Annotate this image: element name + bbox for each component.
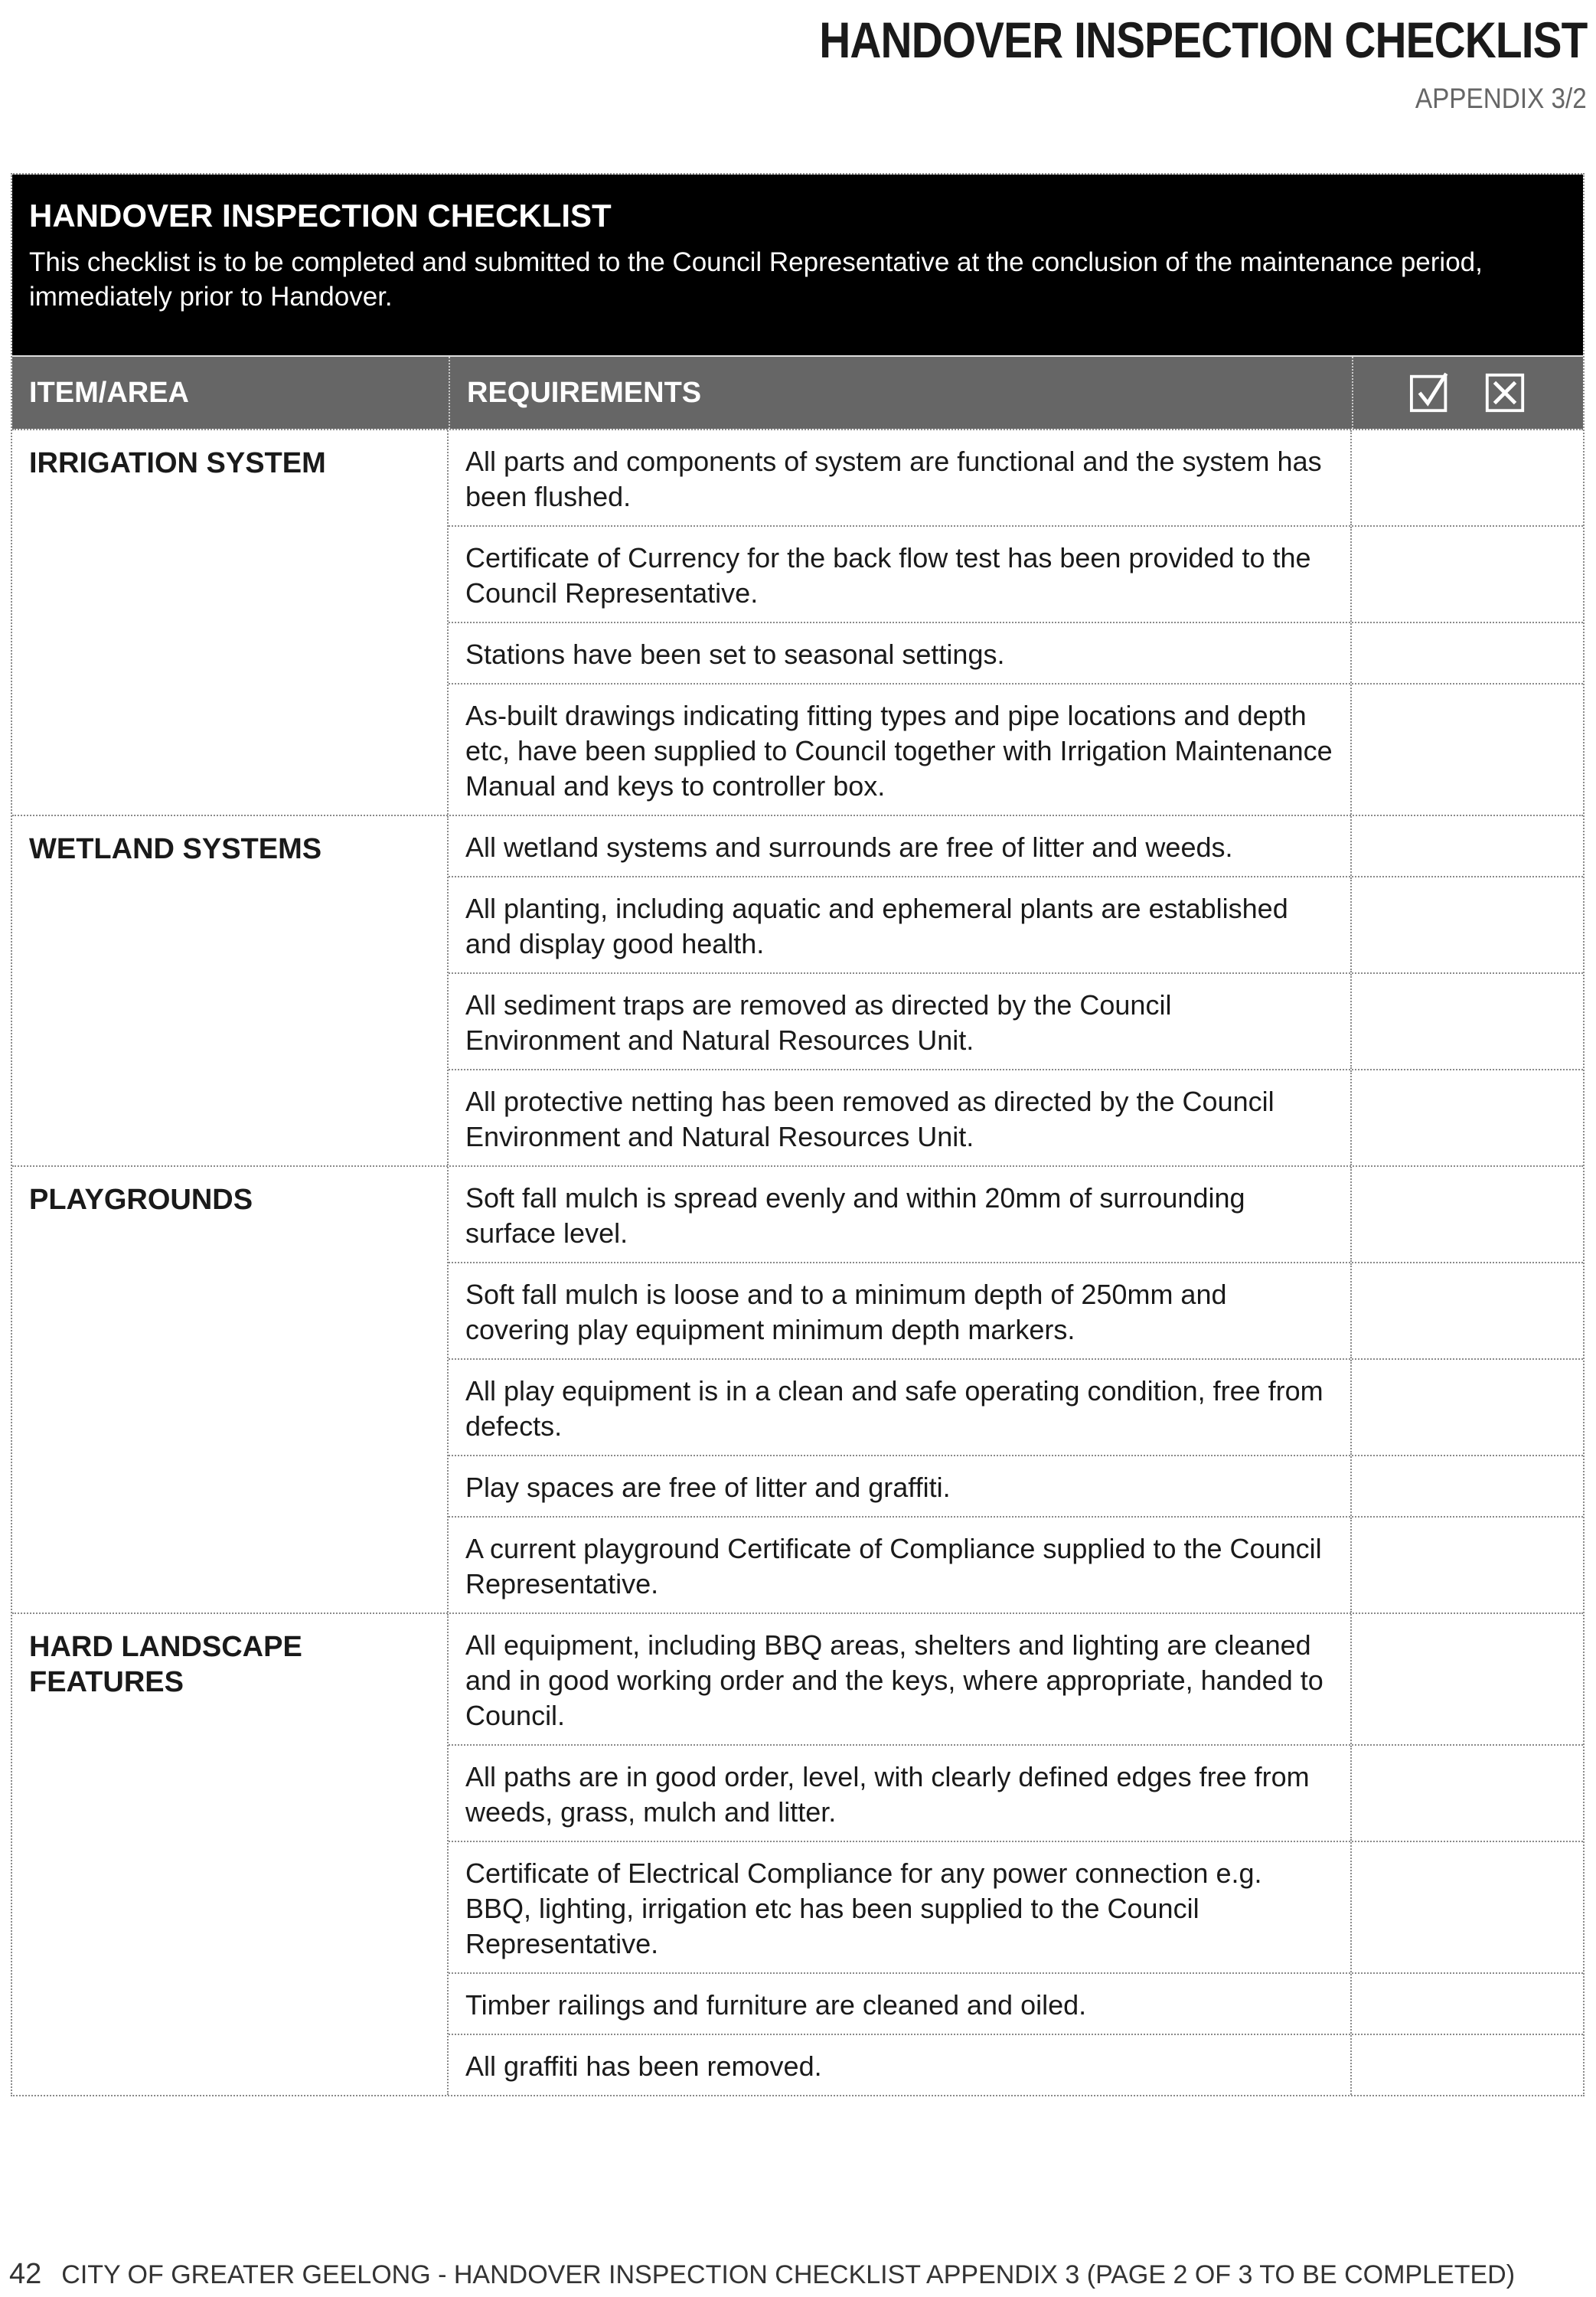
requirement-text: All parts and components of system are functional and the system has been flushed. <box>449 430 1352 525</box>
page-number: 42 <box>9 2258 42 2290</box>
requirement-text: Certificate of Currency for the back flow test has been provided to the Council Representative. <box>449 527 1352 622</box>
status-cell[interactable] <box>1352 1263 1583 1358</box>
requirement-text: Certificate of Electrical Compliance for any power connection e.g. BBQ, lighting, irrigation etc has been supplied to the Council Representative. <box>449 1842 1352 1972</box>
status-cell[interactable] <box>1352 1456 1583 1516</box>
status-cell[interactable] <box>1352 2035 1583 2095</box>
status-cell[interactable] <box>1352 877 1583 972</box>
status-cell[interactable] <box>1352 685 1583 815</box>
status-cell[interactable] <box>1352 816 1583 876</box>
table-section <box>12 429 1583 815</box>
table-section <box>12 1612 1583 2095</box>
status-cell[interactable] <box>1352 1167 1583 1262</box>
table-row <box>449 876 1583 972</box>
check-box-icon <box>1409 371 1454 415</box>
requirement-text: Stations have been set to seasonal settings. <box>449 623 1352 683</box>
table-header <box>12 355 1583 429</box>
table-row <box>449 1972 1583 2034</box>
intro-panel <box>12 175 1583 355</box>
status-cell[interactable] <box>1352 1518 1583 1612</box>
requirement-text: Timber railings and furniture are cleaned and oiled. <box>449 1974 1352 2034</box>
requirement-text: All wetland systems and surrounds are free of litter and weeds. <box>449 816 1352 876</box>
intro-title: HANDOVER INSPECTION CHECKLIST <box>29 198 612 234</box>
page-title: HANDOVER INSPECTION CHECKLIST <box>818 11 1587 68</box>
checklist-table <box>11 173 1585 2096</box>
intro-text: This checklist is to be completed and submitted to the Council Representative at the conclusion of the maintenance period, immediately prior to Handover. <box>29 247 1483 312</box>
table-row <box>449 1069 1583 1165</box>
section-rows <box>449 1167 1583 1612</box>
requirement-text: Play spaces are free of litter and graffiti. <box>449 1456 1352 1516</box>
column-header-requirements: REQUIREMENTS <box>449 357 1352 429</box>
section-rows <box>449 430 1583 815</box>
requirement-text: All equipment, including BBQ areas, shelters and lighting are cleaned and in good working order and the keys, where appropriate, handed to Council. <box>449 1614 1352 1744</box>
table-row <box>449 1167 1583 1262</box>
table-section <box>12 815 1583 1165</box>
status-cell[interactable] <box>1352 1974 1583 2034</box>
table-section <box>12 1165 1583 1612</box>
requirement-text: All play equipment is in a clean and safe operating condition, free from defects. <box>449 1360 1352 1455</box>
table-row <box>449 2034 1583 2095</box>
requirement-text: A current playground Certificate of Compliance supplied to the Council Representative. <box>449 1518 1352 1612</box>
column-header-status <box>1352 357 1583 429</box>
appendix-label: APPENDIX 3/2 <box>1415 83 1587 114</box>
table-row <box>449 430 1583 525</box>
table-row <box>449 1841 1583 1972</box>
table-row <box>449 525 1583 622</box>
table-row <box>449 1455 1583 1516</box>
table-row <box>449 622 1583 683</box>
column-header-item-area: ITEM/AREA <box>29 376 189 409</box>
status-cell[interactable] <box>1352 974 1583 1069</box>
requirement-text: All graffiti has been removed. <box>449 2035 1352 2095</box>
status-cell[interactable] <box>1352 623 1583 683</box>
section-title: PLAYGROUNDS <box>12 1167 449 1612</box>
table-row <box>449 1744 1583 1841</box>
table-row <box>449 972 1583 1069</box>
table-row <box>449 816 1583 876</box>
status-cell[interactable] <box>1352 1746 1583 1841</box>
requirement-text: All paths are in good order, level, with clearly defined edges free from weeds, grass, mulch and litter. <box>449 1746 1352 1841</box>
requirement-text: All planting, including aquatic and ephemeral plants are established and display good health. <box>449 877 1352 972</box>
table-row <box>449 1614 1583 1744</box>
requirement-text: All protective netting has been removed as directed by the Council Environment and Natural Resources Unit. <box>449 1070 1352 1165</box>
section-title: IRRIGATION SYSTEM <box>12 430 449 815</box>
status-cell[interactable] <box>1352 1842 1583 1972</box>
section-rows <box>449 816 1583 1165</box>
table-row <box>449 1516 1583 1612</box>
status-cell[interactable] <box>1352 430 1583 525</box>
status-cell[interactable] <box>1352 1614 1583 1744</box>
table-row <box>449 1262 1583 1358</box>
table-row <box>449 683 1583 815</box>
requirement-text: All sediment traps are removed as directed by the Council Environment and Natural Resources Unit. <box>449 974 1352 1069</box>
requirement-text: Soft fall mulch is spread evenly and within 20mm of surrounding surface level. <box>449 1167 1352 1262</box>
page-footer <box>9 2258 1515 2291</box>
status-cell[interactable] <box>1352 1070 1583 1165</box>
requirement-text: Soft fall mulch is loose and to a minimum depth of 250mm and covering play equipment minimum depth markers. <box>449 1263 1352 1358</box>
section-rows <box>449 1614 1583 2095</box>
status-cell[interactable] <box>1352 527 1583 622</box>
section-title: WETLAND SYSTEMS <box>12 816 449 1165</box>
requirement-text: As-built drawings indicating fitting types and pipe locations and depth etc, have been supplied to Council together with Irrigation Maintenance Manual and keys to controller box. <box>449 685 1352 815</box>
status-cell[interactable] <box>1352 1360 1583 1455</box>
section-title: HARD LANDSCAPE FEATURES <box>12 1614 449 2095</box>
cross-box-icon <box>1483 371 1527 415</box>
table-row <box>449 1358 1583 1455</box>
table-body <box>12 429 1583 2095</box>
footer-text: CITY OF GREATER GEELONG - HANDOVER INSPECTION CHECKLIST APPENDIX 3 (PAGE 2 OF 3 TO BE COMPLETED) <box>61 2260 1516 2289</box>
